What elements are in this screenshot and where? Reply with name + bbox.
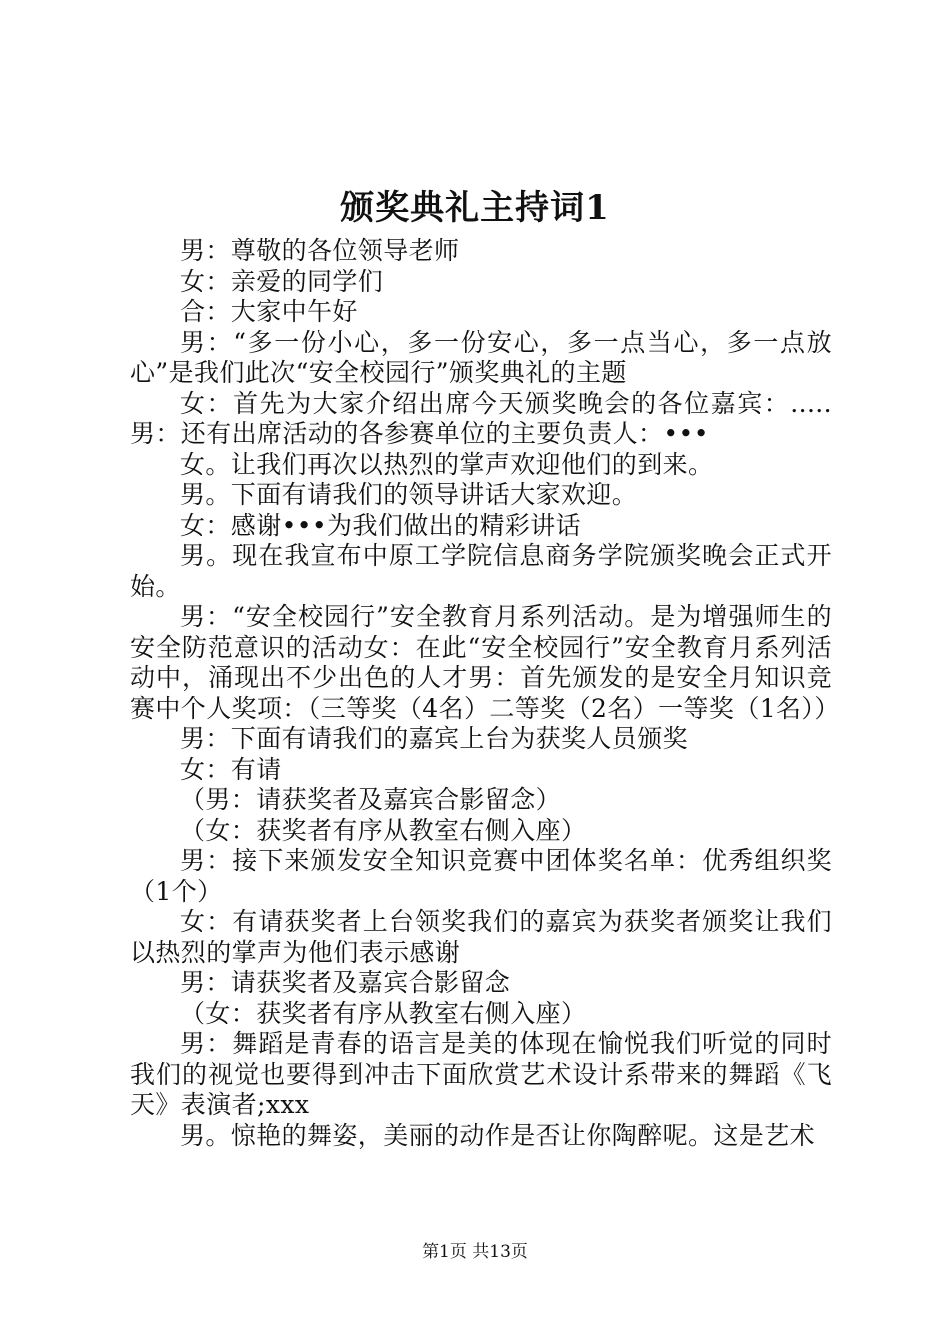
document-body <box>130 236 840 1151</box>
paragraph: 男：“安全校园行”安全教育月系列活动。是为增强师生的安全防范意识的活动女：在此“安全校园行”安全教育月系列活动中，涌现出不少出色的人才男：首先颁发的是安全月知识竞赛中个人奖项：（三等奖（4名）二等奖（2名）一等奖（1名）） <box>130 602 840 723</box>
paragraph: （女：获奖者有序从教室右侧入座） <box>180 815 587 845</box>
page-footer: 第1页 共13页 <box>422 1242 528 1262</box>
paragraph: 男。现在我宣布中原工学院信息商务学院颁奖晚会正式开始。 <box>130 541 832 601</box>
paragraph: 女：亲爱的同学们 <box>180 266 384 296</box>
paragraph: 女。让我们再次以热烈的掌声欢迎他们的到来。 <box>180 449 714 479</box>
paragraph: 男：尊敬的各位领导老师 <box>180 236 460 265</box>
paragraph: 男。下面有请我们的领导讲话大家欢迎。 <box>180 480 638 509</box>
paragraph: 男：“多一份小心，多一份安心，多一点当心，多一点放心”是我们此次“安全校园行”颁奖典礼的主题 <box>130 327 832 387</box>
paragraph: 男：请获奖者及嘉宾合影留念 <box>180 968 511 997</box>
paragraph: 女：有请获奖者上台领奖我们的嘉宾为获奖者颁奖让我们以热烈的掌声为他们表示感谢 <box>130 907 832 967</box>
paragraph: 男。惊艳的舞姿，美丽的动作是否让你陶醉呢。这是艺术 <box>180 1120 816 1150</box>
paragraph: 女：有请 <box>180 754 282 784</box>
paragraph: 男：下面有请我们的嘉宾上台为获奖人员颁奖 <box>180 724 689 753</box>
paragraph: （男：请获奖者及嘉宾合影留念） <box>180 785 562 814</box>
paragraph: 女：感谢•••为我们做出的精彩讲话 <box>180 510 582 540</box>
paragraph: 女：首先为大家介绍出席今天颁奖晚会的各位嘉宾：.....男：还有出席活动的各参赛单位的主要负责人：••• <box>130 388 832 448</box>
document-title: 颁奖典礼主持词1 <box>340 188 610 228</box>
paragraph: 男：舞蹈是青春的语言是美的体现在愉悦我们听觉的同时我们的视觉也要得到冲击下面欣赏艺术设计系带来的舞蹈《飞天》表演者;xxx <box>130 1029 832 1119</box>
paragraph: 男：接下来颁发安全知识竞赛中团体奖名单：优秀组织奖（1个） <box>130 846 832 906</box>
paragraph: 合：大家中午好 <box>180 297 358 326</box>
paragraph: （女：获奖者有序从教室右侧入座） <box>180 998 587 1028</box>
